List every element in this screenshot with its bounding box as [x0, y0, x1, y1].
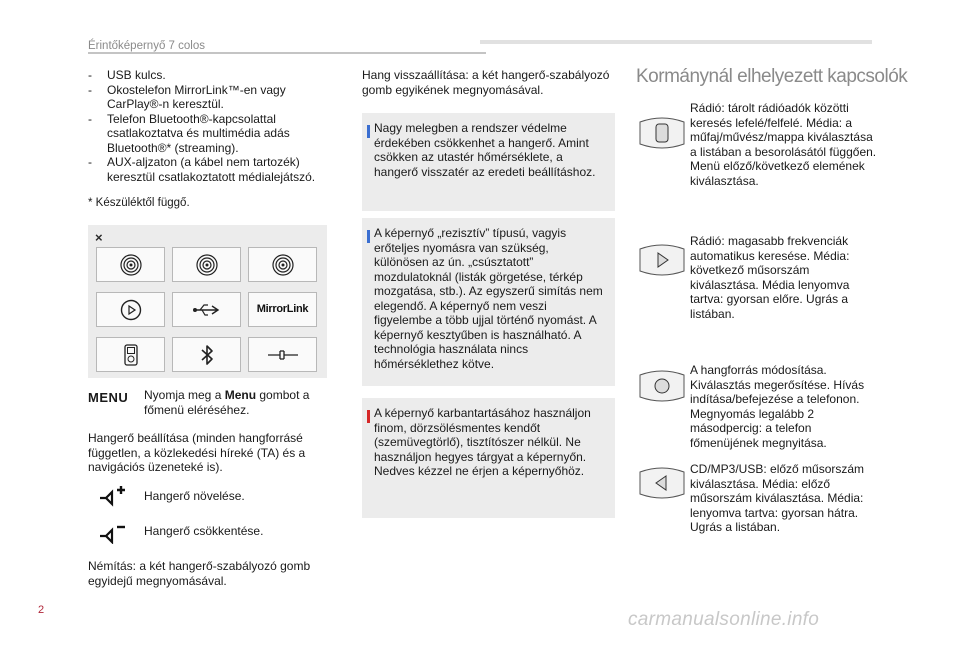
warning-box: A képernyő karbantartásához használjon finom, dörzsölésmentes kendőt (szemüvegtörlő), tisztítószer nélkül. Ne használjon hegyes tárgyat a képernyőn. Nedves kézzel ne érjen a képernyőhöz. [362, 398, 615, 518]
radio-wave-icon [272, 254, 294, 276]
aux-source-tile[interactable] [248, 337, 317, 372]
radio-preset-tile[interactable] [172, 247, 241, 282]
list-item: - USB kulcs. [88, 68, 166, 82]
ipod-source-tile[interactable] [96, 337, 165, 372]
radio-preset-tile[interactable] [96, 247, 165, 282]
volume-down-icon [98, 522, 128, 544]
info-box: Nagy melegben a rendszer védelme érdekében csökkenhet a hangerő. Amint csökken az utastér hőmérséklete, a hangerő visszatér az eredeti beállításhoz. [362, 113, 615, 211]
mirrorlink-label: MirrorLink [256, 303, 309, 316]
close-icon[interactable]: × [95, 230, 103, 245]
page-number: 2 [38, 604, 45, 616]
radio-preset-tile[interactable] [248, 247, 317, 282]
aux-cable-icon [266, 348, 300, 362]
list-item: - Telefon Bluetooth®-kapcsolattal csatlakoztatva és multimédia adás Bluetooth®* (streaming). [88, 111, 290, 155]
footnote: * Készüléktől függő. [88, 197, 190, 209]
menu-button-label: MENU [88, 390, 129, 405]
steering-controls-title: Kormánynál elhelyezett kapcsolók [636, 66, 908, 87]
usb-icon [192, 302, 222, 318]
info-icon [367, 230, 370, 243]
info-icon [367, 125, 370, 138]
steering-source-control-icon [636, 369, 688, 403]
list-item: - AUX-aljzaton (a kábel nem tartozék) keresztül csatlakoztatott médialejátszó. [88, 155, 316, 184]
bluetooth-source-tile[interactable] [172, 337, 241, 372]
cd-source-tile[interactable] [96, 292, 165, 327]
mute-instruction: Némítás: a két hangerő-szabályozó gomb egyidejű megnyomásával. [88, 559, 311, 588]
steering-previous-control-icon [636, 466, 688, 500]
media-player-icon [123, 344, 139, 366]
disc-play-icon [120, 299, 142, 321]
volume-up-text: Hangerő növelése. [144, 489, 245, 503]
volume-down-text: Hangerő csökkentése. [144, 524, 264, 538]
control-description: Rádió: magasabb frekvenciák automatikus keresése. Média: következő műsorszám kiválasztása. Média lenyomva tartva: gyorsan előre. Ugrás a listában. [690, 234, 850, 321]
menu-instruction: Nyomja meg a Menu gombot a főmenü eléréséhez. [144, 388, 310, 417]
section-title: Érintőképernyő 7 colos [88, 40, 205, 52]
control-description: A hangforrás módosítása. Kiválasztás megerősítése. Hívás indítása/befejezése a telefonon. Megnyomás legalább 2 másodpercig: a telefon főmenüjének megnyitása. [690, 363, 865, 450]
volume-instruction: Hangerő beállítása (minden hangforrásé független, a közlekedési híreké (TA) és a navigációs üzeneteké is). [88, 431, 306, 474]
volume-up-icon [98, 486, 128, 508]
radio-wave-icon [120, 254, 142, 276]
radio-wave-icon [196, 254, 218, 276]
warning-icon [367, 410, 370, 423]
mirrorlink-source-tile[interactable] [248, 292, 317, 327]
control-description: Rádió: tárolt rádióadók közötti keresés lefelé/felfelé. Média: a műfaj/művész/mappa kiválasztása a listában a besorolásától függően. Menü előző/következő elemének kiválasztása. [690, 101, 877, 188]
header-divider-right [480, 40, 872, 44]
steering-scroll-control-icon [636, 116, 688, 150]
control-description: CD/MP3/USB: előző műsorszám kiválasztása. Média: előző műsorszám kiválasztása. Média: lenyomva tartva: gyorsan hátra. Ugrás a listában. [690, 462, 865, 534]
watermark: carmanualsonline.info [628, 609, 820, 630]
steering-next-control-icon [636, 243, 688, 277]
usb-source-tile[interactable] [172, 292, 241, 327]
media-sources-list [88, 68, 338, 184]
header-divider [88, 52, 486, 54]
restore-instruction: Hang visszaállítása: a két hangerő-szabályozó gomb egyikének megnyomásával. [362, 68, 610, 97]
bluetooth-icon [200, 344, 214, 366]
info-box: A képernyő „rezisztív” típusú, vagyis erőteljes nyomásra van szükség, különösen az ún. „csúsztatott” mozdulatoknál (listák görgetése, térkép mozgatása, stb.). Az egyszerű simítás nem elegendő. A képernyő nem veszi figyelembe a több ujjal történő nyomást. A képernyő kesztyűben is használható. A technológia használata nincs hőmérséklethez kötve. [362, 218, 615, 386]
list-item: - Okostelefon MirrorLink™-en vagy CarPlay®-n keresztül. [88, 82, 286, 111]
